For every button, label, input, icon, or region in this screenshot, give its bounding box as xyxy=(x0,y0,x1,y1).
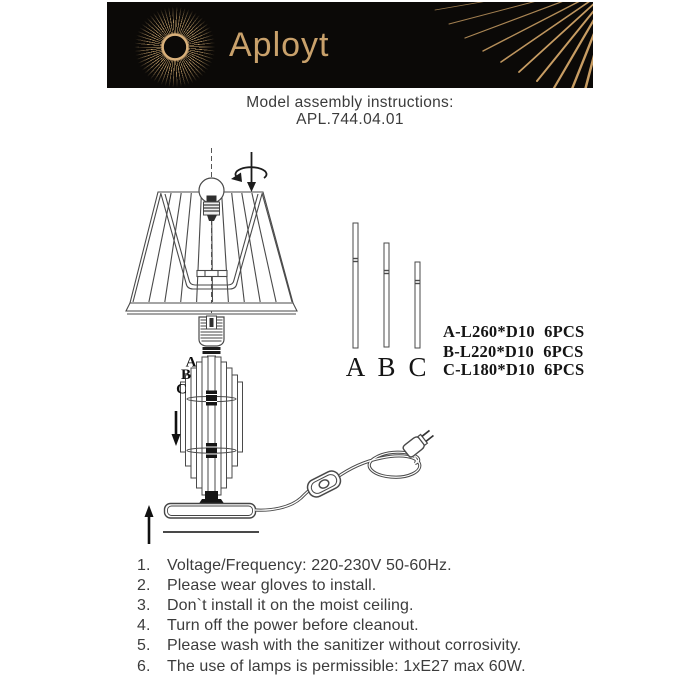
instruction-text: The use of lamps is permissible: 1xE27 max 60W. xyxy=(167,657,526,675)
instruction-number: 4. xyxy=(137,617,151,635)
instruction-number: 1. xyxy=(137,557,151,575)
instruction-number: 5. xyxy=(137,637,151,655)
brand-name: Aployt xyxy=(229,26,330,64)
rotate-direction-icon xyxy=(231,152,267,192)
rod-label-c: C xyxy=(408,352,427,382)
arrow-up-icon xyxy=(145,505,154,544)
rod-spec-c: C-L180*D10 6PCS xyxy=(443,360,585,379)
inline-switch-icon xyxy=(305,468,343,499)
part-rod-b xyxy=(384,243,389,347)
instruction-number: 3. xyxy=(137,597,151,615)
arrow-down-icon xyxy=(172,411,181,446)
instruction-text: Please wash with the sanitizer without corrosivity. xyxy=(167,637,522,655)
part-rod-a xyxy=(353,223,358,348)
part-rod-c xyxy=(415,262,420,348)
rod-spec-a: A-L260*D10 6PCS xyxy=(443,322,585,341)
light-bulb xyxy=(199,178,224,221)
page-title: Model assembly instructions: xyxy=(246,94,454,111)
instruction-text: Turn off the power before cleanout. xyxy=(167,617,419,635)
power-plug-icon xyxy=(402,427,436,458)
instruction-text: Voltage/Frequency: 220-230V 50-60Hz. xyxy=(167,557,452,575)
instruction-item xyxy=(0,616,700,636)
rod-label-b: B xyxy=(377,352,396,382)
column-part-label-a: A xyxy=(185,354,197,371)
instruction-number: 2. xyxy=(137,577,151,595)
rod-spec-b: B-L220*D10 6PCS xyxy=(443,342,584,361)
instruction-item xyxy=(0,636,700,656)
model-number: APL.744.04.01 xyxy=(296,111,404,128)
instruction-item xyxy=(0,576,700,596)
lamp-socket xyxy=(199,316,224,354)
instruction-item xyxy=(0,556,700,576)
instruction-text: Please wear gloves to install. xyxy=(167,577,377,595)
instruction-number: 6. xyxy=(137,657,151,675)
lamp-base xyxy=(165,504,256,519)
instruction-item xyxy=(0,656,700,676)
column-part-label-b: B xyxy=(180,367,192,383)
instruction-item xyxy=(0,596,700,616)
instructions-list xyxy=(0,556,700,677)
rod-label-a: A xyxy=(345,352,366,382)
column-part-label-c: C xyxy=(176,381,187,398)
instruction-text: Don`t install it on the moist ceiling. xyxy=(167,597,414,615)
